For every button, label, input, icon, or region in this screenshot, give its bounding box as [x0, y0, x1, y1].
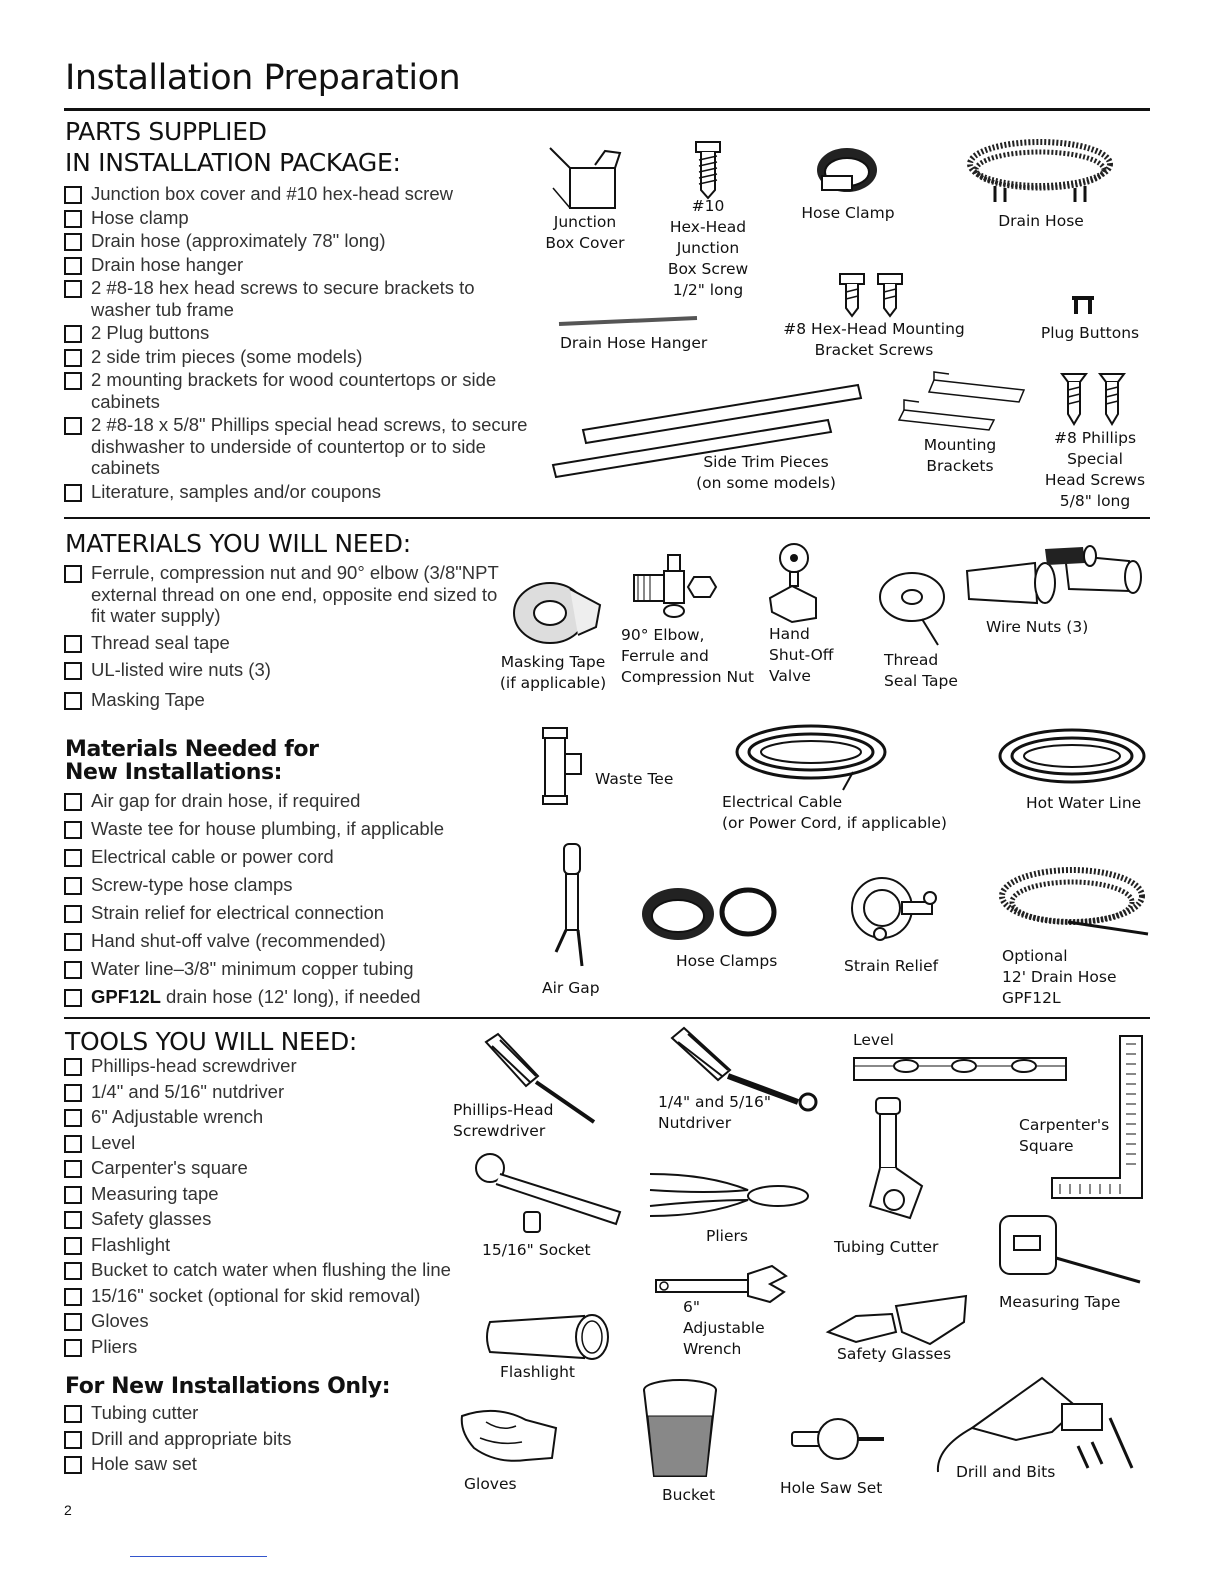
checklist-item: Thread seal tape	[64, 632, 514, 654]
checkbox[interactable]	[64, 1084, 82, 1102]
caption-elbow: 90° Elbow, Ferrule and Compression Nut	[621, 626, 754, 686]
materials-checklist	[64, 562, 514, 710]
caption-gloves: Gloves	[464, 1475, 517, 1493]
gpf12l-bold: GPF12L	[91, 986, 161, 1007]
checkbox[interactable]	[64, 186, 82, 204]
checkbox[interactable]	[64, 662, 82, 680]
caption-socket: 15/16" Socket	[482, 1241, 591, 1259]
checklist-item: 15/16" socket (optional for skid removal)	[64, 1285, 484, 1307]
new-materials-heading-2: New Installations:	[65, 760, 283, 785]
checkbox[interactable]	[64, 325, 82, 343]
elbow-ferrule-icon	[630, 553, 722, 619]
checkbox[interactable]	[64, 1237, 82, 1255]
hot-water-line-icon	[997, 728, 1147, 788]
mounting-brackets-icon	[894, 370, 1030, 430]
checklist-item: 2 mounting brackets for wood countertops or side cabinets	[64, 369, 541, 412]
checklist-item: Literature, samples and/or coupons	[64, 481, 534, 503]
checklist-item: Level	[64, 1132, 484, 1154]
checkbox[interactable]	[64, 1456, 82, 1474]
checkbox[interactable]	[64, 1313, 82, 1331]
checkbox[interactable]	[64, 1288, 82, 1306]
drain-hose-hanger-icon	[557, 314, 703, 328]
junction-box-cover-icon	[545, 143, 625, 213]
checklist-item: Water line–3/8" minimum copper tubing	[64, 958, 504, 980]
checklist-item: 6" Adjustable wrench	[64, 1106, 484, 1128]
checklist-item: Ferrule, compression nut and 90° elbow (3/8"NPT external thread on one end, opposite end sized to fit water supply)	[64, 562, 501, 627]
checkbox[interactable]	[64, 1186, 82, 1204]
checklist-item: Air gap for drain hose, if required	[64, 790, 504, 812]
checkbox[interactable]	[64, 961, 82, 979]
drain-hose-icon	[965, 136, 1115, 208]
checkbox[interactable]	[64, 1058, 82, 1076]
caption-electrical-cable: Electrical Cable (or Power Cord, if applicable)	[722, 793, 947, 832]
checklist-item: Safety glasses	[64, 1208, 484, 1230]
checkbox[interactable]	[64, 1339, 82, 1357]
flashlight-icon	[482, 1312, 614, 1362]
caption-hose-clamp: Hose Clamp	[801, 204, 895, 222]
checklist-item: 2 side trim pieces (some models)	[64, 346, 534, 368]
pliers-icon	[648, 1164, 810, 1226]
level-icon	[852, 1054, 1068, 1086]
caption-junction-box-cover: Junction Box Cover	[545, 213, 625, 252]
page-number: 2	[64, 1502, 72, 1518]
checklist-item: 2 #8-18 x 5/8" Phillips special head screws, to secure dishwasher to underside of countertop or to side cabinets	[64, 414, 541, 479]
new-materials-checklist	[64, 790, 504, 1008]
checklist-item: Strain relief for electrical connection	[64, 902, 504, 924]
mounting-bracket-screws-icon	[836, 272, 910, 320]
footer-link-underline	[130, 1556, 267, 1557]
caption-plug-buttons: Plug Buttons	[1040, 324, 1140, 342]
checkbox[interactable]	[64, 280, 82, 298]
checklist-item: Electrical cable or power cord	[64, 846, 504, 868]
caption-mounting-brackets: Mounting Brackets	[923, 436, 997, 475]
checkbox[interactable]	[64, 692, 82, 710]
checklist-item: Pliers	[64, 1336, 484, 1358]
checkbox[interactable]	[64, 877, 82, 895]
parts-checklist	[64, 183, 534, 502]
optional-drain-hose-icon	[998, 866, 1146, 942]
checkbox[interactable]	[64, 905, 82, 923]
page-title: Installation Preparation	[65, 58, 461, 98]
tools-checklist	[64, 1055, 484, 1358]
thread-seal-tape-icon	[876, 571, 948, 647]
checklist-item: Hole saw set	[64, 1453, 484, 1475]
caption-hole-saw-set: Hole Saw Set	[780, 1479, 883, 1497]
parts-heading-1: PARTS SUPPLIED	[65, 117, 267, 146]
air-gap-icon	[552, 842, 592, 970]
phillips-screws-icon	[1058, 372, 1132, 428]
caption-safety-glasses: Safety Glasses	[837, 1345, 952, 1363]
bucket-icon	[640, 1376, 722, 1484]
caption-tubing-cutter: Tubing Cutter	[834, 1238, 939, 1256]
checklist-item: Hose clamp	[64, 207, 534, 229]
checklist-item: Carpenter's square	[64, 1157, 484, 1179]
caption-hot-water-line: Hot Water Line	[1026, 794, 1142, 812]
hose-clamp-icon	[812, 142, 882, 198]
checkbox[interactable]	[64, 1160, 82, 1178]
caption-hose-clamps: Hose Clamps	[676, 952, 778, 970]
caption-measuring-tape: Measuring Tape	[999, 1293, 1121, 1311]
measuring-tape-icon	[998, 1214, 1146, 1290]
wire-nuts-icon	[965, 543, 1145, 611]
checkbox[interactable]	[64, 1109, 82, 1127]
tools-heading: TOOLS YOU WILL NEED:	[65, 1027, 358, 1056]
checklist-item: Hand shut-off valve (recommended)	[64, 930, 504, 952]
checkbox[interactable]	[64, 1431, 82, 1449]
checklist-item: Drill and appropriate bits	[64, 1428, 484, 1450]
checklist-item: GPF12L drain hose (12' long), if needed	[64, 986, 504, 1008]
checkbox[interactable]	[64, 989, 82, 1007]
checklist-item: UL-listed wire nuts (3)	[64, 659, 514, 681]
checkbox[interactable]	[64, 565, 82, 583]
checkbox[interactable]	[64, 1211, 82, 1229]
hose-clamps-icon	[638, 884, 780, 944]
electrical-cable-icon	[733, 722, 889, 794]
checkbox[interactable]	[64, 635, 82, 653]
caption-flashlight: Flashlight	[500, 1363, 575, 1381]
safety-glasses-icon	[826, 1292, 970, 1350]
caption-thread-seal-tape: Thread Seal Tape	[884, 651, 958, 690]
checklist-item: Drain hose (approximately 78" long)	[64, 230, 534, 252]
checkbox[interactable]	[64, 417, 82, 435]
caption-bucket: Bucket	[662, 1486, 716, 1504]
caption-side-trim-pieces: Side Trim Pieces (on some models)	[696, 453, 836, 492]
plug-button-icon	[1070, 292, 1096, 316]
checklist-item: Waste tee for house plumbing, if applicable	[64, 818, 504, 840]
caption-phillips-screwdriver: Phillips-Head Screwdriver	[453, 1101, 554, 1140]
new-materials-heading-1: Materials Needed for	[65, 737, 319, 762]
checklist-item: Bucket to catch water when flushing the line	[64, 1259, 484, 1281]
caption-pliers: Pliers	[706, 1227, 748, 1245]
parts-heading-2: IN INSTALLATION PACKAGE:	[65, 148, 401, 177]
checkbox[interactable]	[64, 372, 82, 390]
caption-masking-tape: Masking Tape (if applicable)	[499, 653, 607, 692]
strain-relief-icon	[846, 872, 938, 952]
title-divider	[64, 108, 1150, 111]
checkbox[interactable]	[64, 484, 82, 502]
checklist-item: 2 #8-18 hex head screws to secure brackets to washer tub frame	[64, 277, 511, 320]
caption-level: Level	[853, 1031, 894, 1049]
tubing-cutter-icon	[860, 1096, 942, 1232]
checklist-item: Masking Tape	[64, 689, 514, 711]
checklist-item: 2 Plug buttons	[64, 322, 534, 344]
waste-tee-icon	[535, 726, 587, 806]
materials-heading: MATERIALS YOU WILL NEED:	[65, 529, 411, 558]
caption-drain-hose-hanger: Drain Hose Hanger	[560, 334, 708, 352]
shutoff-valve-icon	[762, 542, 824, 624]
caption-drain-hose: Drain Hose	[998, 212, 1084, 230]
checkbox[interactable]	[64, 1405, 82, 1423]
checklist-item: Screw-type hose clamps	[64, 874, 504, 896]
hex-screw-icon	[690, 140, 726, 200]
checklist-item: Tubing cutter	[64, 1402, 484, 1424]
caption-air-gap: Air Gap	[542, 979, 600, 997]
checkbox[interactable]	[64, 849, 82, 867]
checklist-item: Phillips-head screwdriver	[64, 1055, 484, 1077]
caption-optional-drain-hose: Optional 12' Drain Hose GPF12L	[1002, 947, 1117, 1007]
caption-waste-tee: Waste Tee	[595, 770, 674, 788]
checklist-item: Gloves	[64, 1310, 484, 1332]
checkbox[interactable]	[64, 257, 82, 275]
checkbox[interactable]	[64, 1135, 82, 1153]
checklist-item: 1/4" and 5/16" nutdriver	[64, 1081, 484, 1103]
new-installations-only-checklist	[64, 1402, 484, 1475]
caption-wire-nuts: Wire Nuts (3)	[986, 618, 1089, 636]
caption-phillips-screws: #8 Phillips Special Head Screws 5/8" long	[1044, 429, 1146, 510]
gloves-icon	[456, 1402, 562, 1468]
checklist-item: Junction box cover and #10 hex-head screw	[64, 183, 534, 205]
checkbox[interactable]	[64, 210, 82, 228]
caption-carpenters-square: Carpenter's Square	[1019, 1116, 1110, 1155]
checkbox[interactable]	[64, 793, 82, 811]
new-installations-only-heading: For New Installations Only:	[65, 1374, 391, 1399]
masking-tape-icon	[508, 575, 604, 651]
caption-mounting-bracket-screws: #8 Hex-Head Mounting Bracket Screws	[783, 320, 965, 359]
socket-icon	[470, 1150, 630, 1234]
caption-wrench: 6" Adjustable Wrench	[683, 1298, 765, 1358]
checkbox[interactable]	[64, 821, 82, 839]
checkbox[interactable]	[64, 349, 82, 367]
caption-hex-head-screw: #10 Hex-Head Junction Box Screw 1/2" long	[667, 197, 749, 299]
caption-shutoff-valve: Hand Shut-Off Valve	[769, 625, 834, 685]
checkbox[interactable]	[64, 233, 82, 251]
caption-drill: Drill and Bits	[956, 1463, 1056, 1481]
checklist-item: Drain hose hanger	[64, 254, 534, 276]
checkbox[interactable]	[64, 1262, 82, 1280]
caption-nutdriver: 1/4" and 5/16" Nutdriver	[658, 1093, 772, 1132]
section-divider	[64, 517, 1150, 519]
checklist-item: Measuring tape	[64, 1183, 484, 1205]
caption-strain-relief: Strain Relief	[844, 957, 939, 975]
hole-saw-set-icon	[790, 1416, 888, 1462]
checklist-item: Flashlight	[64, 1234, 484, 1256]
section-divider	[64, 1017, 1150, 1019]
checkbox[interactable]	[64, 933, 82, 951]
